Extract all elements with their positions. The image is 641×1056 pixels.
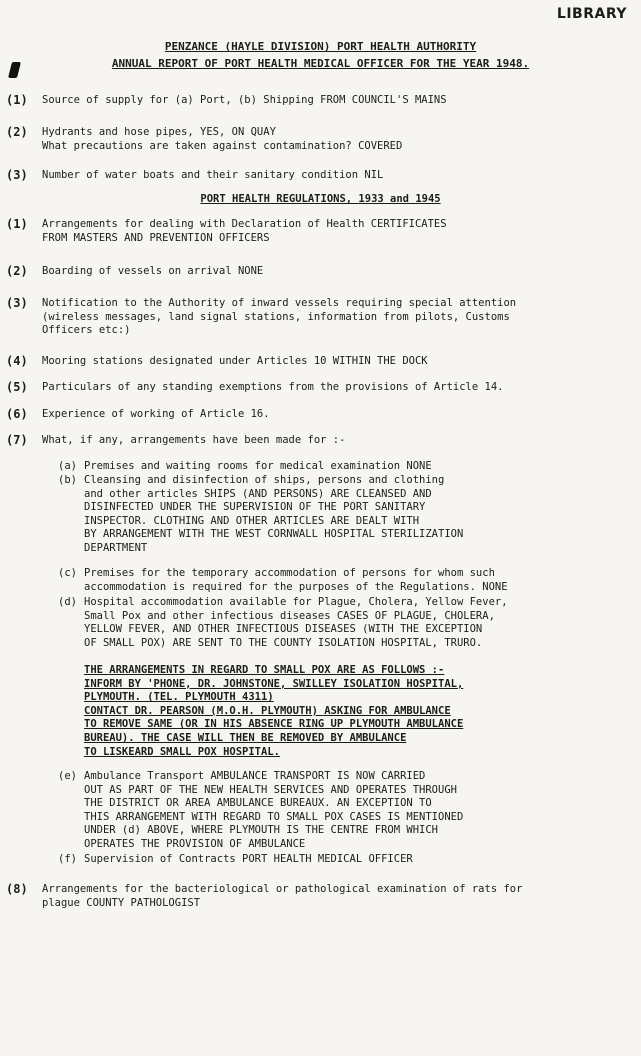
item-number: (4) bbox=[6, 354, 28, 368]
item-text: Arrangements for dealing with Declaration of Health CERTIFICATES FROM MASTERS AND PREVENTION OFFICERS bbox=[42, 218, 447, 244]
item-number: (3) bbox=[6, 168, 28, 182]
sub-item-letter: (d) bbox=[58, 596, 77, 608]
item-text: Arrangements for the bacteriological or pathological examination of rats for plague COUNTY PATHOLOGIST bbox=[42, 883, 523, 909]
item-number: (1) bbox=[6, 93, 28, 107]
item-text: Source of supply for (a) Port, (b) Shipping FROM COUNCIL'S MAINS bbox=[42, 94, 447, 106]
library-stamp: LIBRARY bbox=[556, 6, 627, 22]
sub-item-text: Supervision of Contracts PORT HEALTH MEDICAL OFFICER bbox=[84, 853, 413, 865]
sub-item-text: Hospital accommodation available for Plague, Cholera, Yellow Fever, Small Pox and other infectious diseases CASES OF PLAGUE, CHOLERA, YELLOW FEVER, AND OTHER INFECTIOUS DISEASES (WITH THE EXCEPTION OF SMALL POX) ARE SENT TO THE COUNTY ISOLATION HOSPITAL, TRURO. bbox=[84, 596, 508, 649]
sub-item-text: Premises for the temporary accommodation of persons for whom such accommodation is required for the purposes of the Regulations. NONE bbox=[84, 567, 508, 593]
item-number: (2) bbox=[6, 125, 28, 139]
item-number: (7) bbox=[6, 433, 28, 447]
item-text: Boarding of vessels on arrival NONE bbox=[42, 265, 264, 277]
item-number: (6) bbox=[6, 407, 28, 421]
item-number: (8) bbox=[6, 882, 28, 896]
item-number: (2) bbox=[6, 264, 28, 278]
sub-item-letter: (f) bbox=[58, 853, 77, 865]
item-number: (1) bbox=[6, 217, 28, 231]
smallpox-arrangements: THE ARRANGEMENTS IN REGARD TO SMALL POX ARE AS FOLLOWS :- INFORM BY 'PHONE, DR. JOHNSTONE, SWILLEY ISOLATION HOSPITAL, PLYMOUTH. (TEL. PLYMOUTH 4311) CONTACT DR. PEARSON (M.O.H. PLYMOUTH) ASKING FOR AMBULANCE TO REMOVE SAME (OR IN HIS ABSENCE RING UP PLYMOUTH AMBULANCE BUREAU). THE CASE WILL THEN BE REMOVED BY AMBULANCE TO LISKEARD SMALL POX HOSPITAL. bbox=[84, 664, 464, 758]
item-text: Experience of working of Article 16. bbox=[42, 408, 270, 420]
sub-item-text: Premises and waiting rooms for medical examination NONE bbox=[84, 460, 432, 472]
item-text: Mooring stations designated under Articles 10 WITHIN THE DOCK bbox=[42, 355, 428, 367]
sub-item-text: Ambulance Transport AMBULANCE TRANSPORT IS NOW CARRIED OUT AS PART OF THE NEW HEALTH SERVICES AND OPERATES THROUGH THE DISTRICT OR AREA AMBULANCE BUREAUX. AN EXCEPTION TO THIS ARRANGEMENT WITH REGARD TO SMALL POX CASES IS MENTIONED UNDER (d) ABOVE, WHERE PLYMOUTH IS THE CENTRE FROM WHICH OPERATES THE PROVISION OF AMBULANCE bbox=[84, 770, 464, 850]
item-number: (5) bbox=[6, 380, 28, 394]
sub-item-letter: (e) bbox=[58, 770, 77, 782]
regulations-title: PORT HEALTH REGULATIONS, 1933 and 1945 bbox=[200, 193, 441, 205]
sub-item-letter: (b) bbox=[58, 474, 77, 486]
item-text: Notification to the Authority of inward vessels requiring special attention (wireless messages, land signal stations, information from pilots, Customs Officers etc:) bbox=[42, 297, 517, 337]
sub-item-letter: (a) bbox=[58, 460, 77, 472]
header-line-1: PENZANCE (HAYLE DIVISION) PORT HEALTH AUTHORITY bbox=[164, 40, 477, 53]
item-text: Hydrants and hose pipes, YES, ON QUAY What precautions are taken against contamination? COVERED bbox=[42, 126, 403, 152]
item-text: What, if any, arrangements have been made for :- bbox=[42, 434, 346, 446]
item-number: (3) bbox=[6, 296, 28, 310]
item-text: Particulars of any standing exemptions from the provisions of Article 14. bbox=[42, 381, 504, 393]
sub-item-letter: (c) bbox=[58, 567, 77, 579]
header-line-2: ANNUAL REPORT OF PORT HEALTH MEDICAL OFFICER FOR THE YEAR 1948. bbox=[111, 57, 530, 70]
item-text: Number of water boats and their sanitary condition NIL bbox=[42, 169, 384, 181]
sub-item-text: Cleansing and disinfection of ships, persons and clothing and other articles SHIPS (AND PERSONS) ARE CLEANSED AND DISINFECTED UNDER THE SUPERVISION OF THE PORT SANITARY INSPECTOR. CLOTHING AND OTHER ARTICLES ARE DEALT WITH BY ARRANGEMENT WITH THE WEST CORNWALL HOSPITAL STERILIZATION DEPARTMENT bbox=[84, 474, 464, 554]
